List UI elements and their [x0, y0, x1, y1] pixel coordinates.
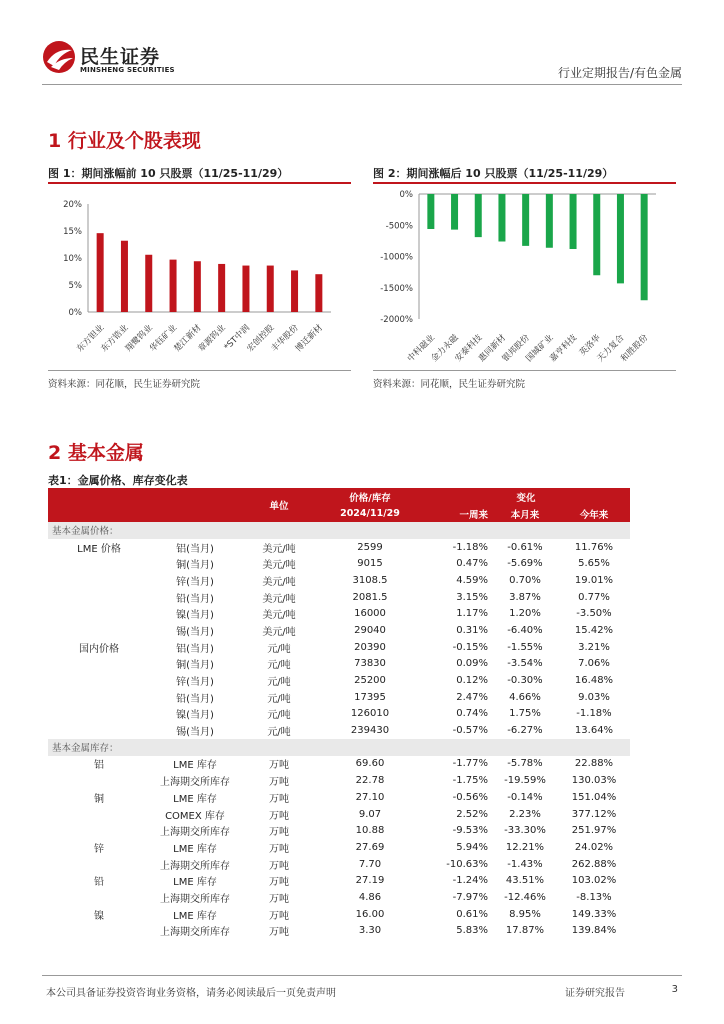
- row-month-change: 8.95%: [509, 908, 541, 920]
- table-row: [48, 639, 630, 656]
- row-month-change: -0.14%: [507, 791, 543, 803]
- row-category: [48, 672, 150, 689]
- row-week-change: -1.77%: [452, 758, 488, 770]
- row-item: 锌(当月): [176, 677, 214, 689]
- row-ytd-change: 16.48%: [574, 675, 614, 687]
- row-unit: 美元/吨: [262, 543, 296, 555]
- report-type: 行业定期报告/有色金属: [557, 66, 682, 80]
- group-label: 基本金属库存：: [48, 739, 630, 756]
- header-price-top: 价格/库存: [318, 488, 422, 505]
- x-tick-label: 银邦股份: [500, 333, 532, 365]
- bar: [267, 266, 274, 312]
- row-value: 2599: [357, 541, 383, 553]
- bar: [121, 241, 128, 312]
- row-value: 27.19: [355, 875, 385, 887]
- row-ytd-change: 9.03%: [578, 691, 610, 703]
- row-value: 10.88: [355, 825, 385, 837]
- row-category: [48, 822, 150, 839]
- table-row: [48, 806, 630, 823]
- row-category: [48, 572, 150, 589]
- y-tick-label: 20%: [63, 200, 82, 210]
- table-row: [48, 872, 630, 889]
- row-unit: 万吨: [269, 877, 289, 889]
- table-row: [48, 839, 630, 856]
- table-row: [48, 889, 630, 906]
- table-row: [48, 906, 630, 923]
- row-item: LME 库存: [173, 793, 217, 805]
- logo-mark-icon: [42, 40, 76, 74]
- row-value: 16.00: [355, 908, 385, 920]
- row-item: 上海期交所库存: [160, 893, 230, 905]
- row-value: 69.60: [355, 758, 385, 770]
- row-item: 镍(当月): [176, 710, 214, 722]
- x-tick-label: 楚江新材: [172, 323, 204, 355]
- row-week-change: -0.56%: [452, 791, 488, 803]
- row-item: LME 库存: [173, 843, 217, 855]
- row-unit: 美元/吨: [262, 576, 296, 588]
- bar: [194, 261, 201, 312]
- row-week-change: 2.52%: [456, 808, 488, 820]
- table-row: [48, 656, 630, 673]
- row-ytd-change: -1.18%: [576, 708, 612, 720]
- row-ytd-change: 3.21%: [578, 641, 610, 653]
- row-category: [48, 689, 150, 706]
- row-ytd-change: 377.12%: [571, 808, 617, 820]
- row-month-change: -33.30%: [504, 825, 546, 837]
- row-week-change: -0.57%: [452, 725, 488, 737]
- row-unit: 万吨: [269, 843, 289, 855]
- x-tick-label: 章源钨业: [196, 323, 228, 355]
- table-row: [48, 589, 630, 606]
- row-category: [48, 923, 150, 940]
- row-month-change: -1.55%: [507, 641, 543, 653]
- row-category: [48, 605, 150, 622]
- row-unit: 元/吨: [267, 677, 291, 689]
- figure-2-title: 图 2：期间涨幅后 10 只股票（11/25-11/29）: [373, 167, 614, 180]
- row-month-change: -0.30%: [507, 675, 543, 687]
- table-row: [48, 772, 630, 789]
- bar: [617, 194, 624, 283]
- y-tick-label: 5%: [68, 281, 82, 291]
- row-category: [48, 772, 150, 789]
- figure-1-source: 资料来源：同花顺，民生证券研究院: [48, 379, 201, 390]
- row-value: 9015: [357, 558, 383, 570]
- row-item: 上海期交所库存: [160, 827, 230, 839]
- row-ytd-change: 5.65%: [578, 558, 610, 570]
- bar: [451, 194, 458, 230]
- row-ytd-change: -3.50%: [576, 608, 612, 620]
- row-week-change: -1.24%: [452, 875, 488, 887]
- row-month-change: -6.27%: [507, 725, 543, 737]
- table-row: [48, 555, 630, 572]
- row-unit: 万吨: [269, 760, 289, 772]
- row-week-change: -9.53%: [452, 825, 488, 837]
- row-month-change: 3.87%: [509, 591, 541, 603]
- bar: [218, 264, 225, 312]
- x-tick-label: 中科磁业: [405, 333, 437, 365]
- footer-disclaimer: 本公司具备证券投资咨询业务资格，请务必阅读最后一页免责声明: [46, 988, 336, 999]
- figure-2-chart: [373, 186, 676, 368]
- bar: [315, 274, 322, 312]
- metal-price-stock-table: [48, 488, 630, 939]
- bar: [170, 260, 177, 312]
- y-tick-label: -1000%: [380, 252, 413, 263]
- row-value: 22.78: [355, 775, 385, 787]
- row-month-change: -1.43%: [507, 858, 543, 870]
- section-title-2: 2 基本金属: [48, 442, 144, 464]
- group-label: 基本金属价格：: [48, 522, 630, 539]
- row-ytd-change: 130.03%: [571, 775, 617, 787]
- row-unit: 万吨: [269, 893, 289, 905]
- row-ytd-change: 151.04%: [571, 791, 617, 803]
- row-category: [48, 622, 150, 639]
- row-unit: 元/吨: [267, 643, 291, 655]
- table-row: [48, 539, 630, 556]
- x-tick-label: 惠同新材: [476, 333, 509, 365]
- row-unit: 万吨: [269, 810, 289, 822]
- row-week-change: -7.97%: [452, 891, 488, 903]
- row-week-change: -1.18%: [452, 541, 488, 553]
- row-ytd-change: 22.88%: [574, 758, 614, 770]
- bar: [475, 194, 482, 237]
- row-month-change: 43.51%: [505, 875, 545, 887]
- bar: [641, 194, 648, 300]
- company-logo: [42, 40, 182, 80]
- row-unit: 元/吨: [267, 660, 291, 672]
- row-value: 73830: [354, 658, 386, 670]
- row-ytd-change: 149.33%: [571, 908, 617, 920]
- group-row-price: [48, 522, 630, 539]
- row-category: 锌: [94, 843, 104, 855]
- row-week-change: -0.15%: [452, 641, 488, 653]
- row-item: 镍(当月): [176, 610, 214, 622]
- row-category: 铅: [94, 877, 104, 889]
- row-week-change: 1.17%: [456, 608, 488, 620]
- row-week-change: 5.94%: [456, 841, 488, 853]
- row-item: 铜(当月): [176, 660, 214, 672]
- row-ytd-change: 19.01%: [574, 574, 614, 586]
- row-unit: 万吨: [269, 927, 289, 939]
- bar: [593, 194, 600, 275]
- x-tick-label: 金力永磁: [429, 333, 461, 365]
- row-category: 铜: [94, 793, 104, 805]
- row-ytd-change: 251.97%: [571, 825, 617, 837]
- x-tick-label: 丰华股份: [269, 323, 301, 355]
- group-row-stock: [48, 739, 630, 756]
- figure-1-title: 图 1：期间涨幅前 10 只股票（11/25-11/29）: [48, 167, 289, 180]
- y-tick-label: -500%: [385, 221, 413, 232]
- row-item: 铅(当月): [176, 693, 214, 705]
- row-item: 上海期交所库存: [160, 927, 230, 939]
- row-item: COMEX 库存: [165, 810, 225, 822]
- x-tick-label: 和胜股份: [619, 333, 651, 365]
- row-month-change: 4.66%: [509, 691, 541, 703]
- section-title-1: 1 行业及个股表现: [48, 130, 201, 152]
- row-category: [48, 706, 150, 723]
- row-month-change: -5.69%: [507, 558, 543, 570]
- row-category: [48, 856, 150, 873]
- table-row: [48, 605, 630, 622]
- x-tick-label: 嘉亨科技: [548, 333, 580, 365]
- table-1-title: 表1：金属价格、库存变化表: [48, 474, 188, 487]
- y-tick-label: 0%: [68, 308, 82, 318]
- row-category: [48, 656, 150, 673]
- header-blank: [48, 488, 240, 522]
- row-value: 3.30: [358, 925, 382, 937]
- table-row: [48, 789, 630, 806]
- header-month: 本月来: [492, 505, 558, 522]
- row-category: 铝: [94, 760, 104, 772]
- x-tick-label: 博迁新材: [293, 323, 325, 355]
- row-month-change: 2.23%: [509, 808, 541, 820]
- row-unit: 美元/吨: [262, 593, 296, 605]
- row-month-change: -12.46%: [504, 891, 546, 903]
- row-category: LME 价格: [77, 543, 121, 555]
- row-value: 29040: [354, 624, 386, 636]
- footer-label: 证券研究报告: [565, 988, 625, 999]
- table-row: [48, 706, 630, 723]
- row-item: 锡(当月): [176, 626, 214, 638]
- row-month-change: -3.54%: [507, 658, 543, 670]
- row-item: 锌(当月): [176, 576, 214, 588]
- table-row: [48, 572, 630, 589]
- row-week-change: 0.09%: [456, 658, 488, 670]
- row-category: [48, 889, 150, 906]
- row-item: LME 库存: [173, 910, 217, 922]
- row-week-change: 0.47%: [456, 558, 488, 570]
- bar: [291, 270, 298, 312]
- logo-text-en: MINSHENG SECURITIES: [80, 66, 175, 74]
- logo-text-cn: 民生证券: [80, 46, 161, 68]
- header-week: 一周来: [422, 505, 492, 522]
- row-category: [48, 806, 150, 823]
- row-ytd-change: 13.64%: [574, 725, 614, 737]
- row-value: 239430: [350, 725, 390, 737]
- bar: [570, 194, 577, 249]
- row-unit: 万吨: [269, 860, 289, 872]
- row-item: 铝(当月): [176, 643, 214, 655]
- row-ytd-change: 24.02%: [574, 841, 614, 853]
- row-unit: 美元/吨: [262, 560, 296, 572]
- row-week-change: 3.15%: [456, 591, 488, 603]
- row-month-change: 1.20%: [509, 608, 541, 620]
- row-value: 7.70: [358, 858, 382, 870]
- figure-1-bottom-rule: [48, 370, 351, 371]
- header-price-date: 2024/11/29: [318, 505, 422, 522]
- y-tick-label: -2000%: [380, 315, 413, 325]
- row-week-change: 0.31%: [456, 624, 488, 636]
- row-week-change: 0.12%: [456, 675, 488, 687]
- x-tick-label: 宏创控股: [245, 323, 277, 355]
- bar: [546, 194, 553, 248]
- footer-divider: [42, 975, 682, 976]
- table-row: [48, 622, 630, 639]
- row-week-change: 0.61%: [456, 908, 488, 920]
- row-value: 27.10: [355, 791, 385, 803]
- row-week-change: 0.74%: [456, 708, 488, 720]
- row-value: 20390: [354, 641, 386, 653]
- page-number: 3: [671, 984, 678, 995]
- row-week-change: -1.75%: [452, 775, 488, 787]
- figure-2-source: 资料来源：同花顺，民生证券研究院: [373, 379, 526, 390]
- row-ytd-change: -8.13%: [576, 891, 612, 903]
- row-value: 25200: [354, 675, 386, 687]
- table-row: [48, 822, 630, 839]
- x-tick-label: 国城矿业: [524, 333, 556, 365]
- x-tick-label: 英洛华: [577, 333, 603, 359]
- bar: [145, 255, 152, 312]
- row-unit: 万吨: [269, 793, 289, 805]
- row-value: 4.86: [358, 891, 382, 903]
- row-category: 国内价格: [79, 643, 119, 655]
- row-item: 上海期交所库存: [160, 860, 230, 872]
- row-category: [48, 589, 150, 606]
- y-tick-label: -1500%: [380, 283, 413, 294]
- y-tick-label: 10%: [63, 254, 82, 264]
- row-ytd-change: 11.76%: [574, 541, 614, 553]
- row-unit: 万吨: [269, 910, 289, 922]
- row-unit: 美元/吨: [262, 626, 296, 638]
- row-week-change: -10.63%: [446, 858, 488, 870]
- bar: [427, 194, 434, 229]
- row-value: 3108.5: [352, 574, 388, 586]
- row-month-change: 17.87%: [505, 925, 545, 937]
- row-item: LME 库存: [173, 760, 217, 772]
- row-ytd-change: 15.42%: [574, 624, 614, 636]
- bar: [498, 194, 505, 242]
- row-month-change: 0.70%: [509, 574, 541, 586]
- row-item: 锡(当月): [176, 727, 214, 739]
- row-value: 27.69: [355, 841, 385, 853]
- figure-2-bottom-rule: [373, 370, 676, 371]
- row-item: LME 库存: [173, 877, 217, 889]
- table-row: [48, 672, 630, 689]
- row-month-change: 1.75%: [509, 708, 541, 720]
- row-ytd-change: 0.77%: [578, 591, 610, 603]
- figure-1-chart: [48, 188, 351, 368]
- header-ytd: 今年来: [558, 505, 630, 522]
- x-tick-label: 翔鹭钨业: [123, 323, 155, 355]
- row-category: [48, 722, 150, 739]
- row-month-change: -6.40%: [507, 624, 543, 636]
- header-divider: [42, 84, 682, 85]
- figure-1-rule: [48, 182, 351, 184]
- table-row: [48, 756, 630, 773]
- row-month-change: -5.78%: [507, 758, 543, 770]
- x-tick-label: 安泰科技: [453, 333, 485, 365]
- row-item: 铝(当月): [176, 543, 214, 555]
- row-item: 铜(当月): [176, 560, 214, 572]
- row-month-change: 12.21%: [505, 841, 545, 853]
- x-tick-label: 天力复合: [595, 333, 627, 365]
- x-tick-label: *ST中润: [222, 323, 253, 353]
- bar: [242, 266, 249, 312]
- row-month-change: -0.61%: [507, 541, 543, 553]
- row-unit: 元/吨: [267, 727, 291, 739]
- row-unit: 万吨: [269, 827, 289, 839]
- y-tick-label: 0%: [399, 190, 413, 200]
- row-ytd-change: 103.02%: [571, 875, 617, 887]
- row-unit: 元/吨: [267, 693, 291, 705]
- row-category: 镍: [94, 910, 104, 922]
- header-change: 变化: [422, 488, 630, 505]
- table-row: [48, 923, 630, 940]
- y-tick-label: 15%: [63, 227, 82, 237]
- row-ytd-change: 262.88%: [571, 858, 617, 870]
- row-value: 16000: [354, 608, 386, 620]
- row-category: [48, 555, 150, 572]
- row-item: 铅(当月): [176, 593, 214, 605]
- row-value: 2081.5: [352, 591, 388, 603]
- row-value: 9.07: [358, 808, 382, 820]
- bar: [97, 233, 104, 312]
- header-unit: 单位: [240, 488, 318, 522]
- bar: [522, 194, 529, 246]
- row-value: 17395: [354, 691, 386, 703]
- table-row: [48, 856, 630, 873]
- row-week-change: 2.47%: [456, 691, 488, 703]
- row-item: 上海期交所库存: [160, 777, 230, 789]
- table-row: [48, 689, 630, 706]
- row-week-change: 4.59%: [456, 574, 488, 586]
- row-value: 126010: [350, 708, 390, 720]
- row-month-change: -19.59%: [504, 775, 546, 787]
- figure-2-rule: [373, 182, 676, 184]
- x-tick-label: 东方锆业: [99, 323, 131, 355]
- row-unit: 万吨: [269, 777, 289, 789]
- row-ytd-change: 7.06%: [578, 658, 610, 670]
- row-unit: 美元/吨: [262, 610, 296, 622]
- table-row: [48, 722, 630, 739]
- row-unit: 元/吨: [267, 710, 291, 722]
- x-tick-label: 东方钽业: [75, 323, 107, 355]
- row-ytd-change: 139.84%: [571, 925, 617, 937]
- row-week-change: 5.83%: [456, 925, 488, 937]
- x-tick-label: 华钰矿业: [148, 323, 180, 355]
